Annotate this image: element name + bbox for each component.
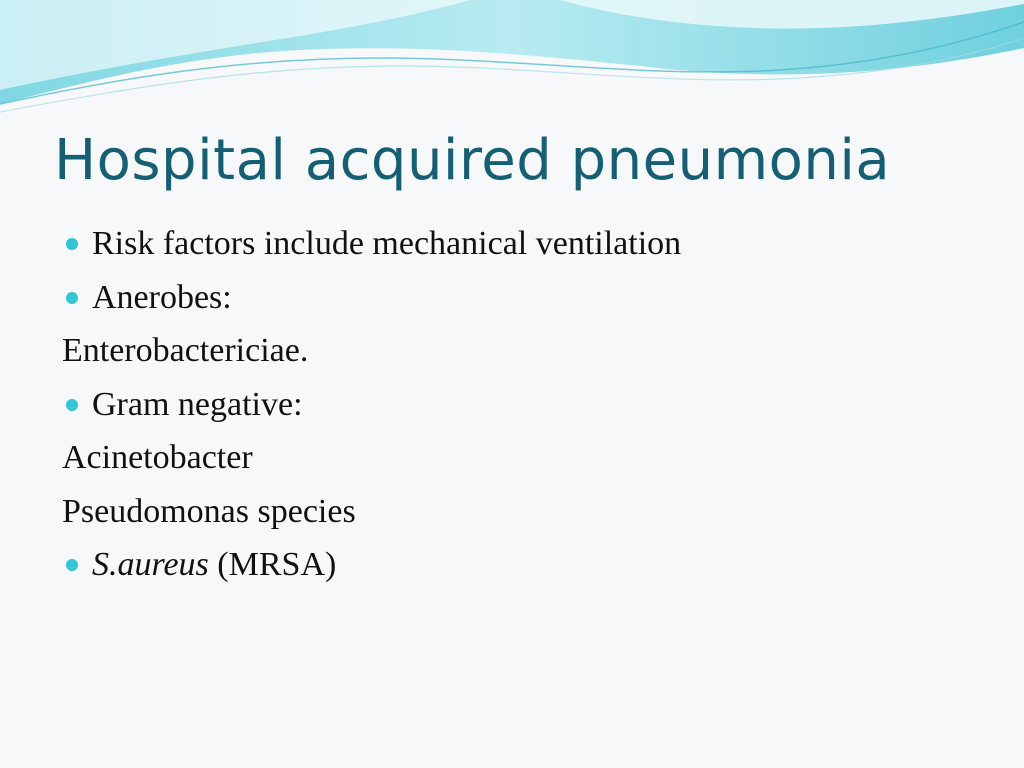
sub-item [62, 436, 962, 490]
sub-item-text: Acinetobacter [62, 439, 253, 476]
bullet-text: Gram negative: [92, 385, 303, 423]
bullet-text: (MRSA) [208, 546, 337, 583]
organism-name: S.aureus [92, 546, 209, 583]
sub-item [62, 329, 962, 383]
bullet-dot-icon [66, 238, 78, 250]
bullet-dot-icon [66, 292, 78, 304]
bullet-text: Risk factors include mechanical ventilation [92, 225, 682, 262]
sub-item-text: Enterobactericiae. [62, 332, 309, 369]
bullet-item [62, 222, 962, 276]
bullet-text: Anerobes: [92, 278, 232, 316]
slide-title: Hospital acquired pneumonia [54, 128, 891, 193]
slide-body [62, 222, 962, 597]
sub-item-text: Pseudomonas species [62, 492, 356, 530]
bullet-item [62, 276, 962, 330]
header-wave-decoration [0, 0, 1024, 120]
sub-item [62, 490, 962, 544]
bullet-item [62, 383, 962, 437]
bullet-item [62, 543, 962, 597]
bullet-dot-icon [66, 399, 78, 411]
bullet-dot-icon [66, 559, 78, 571]
